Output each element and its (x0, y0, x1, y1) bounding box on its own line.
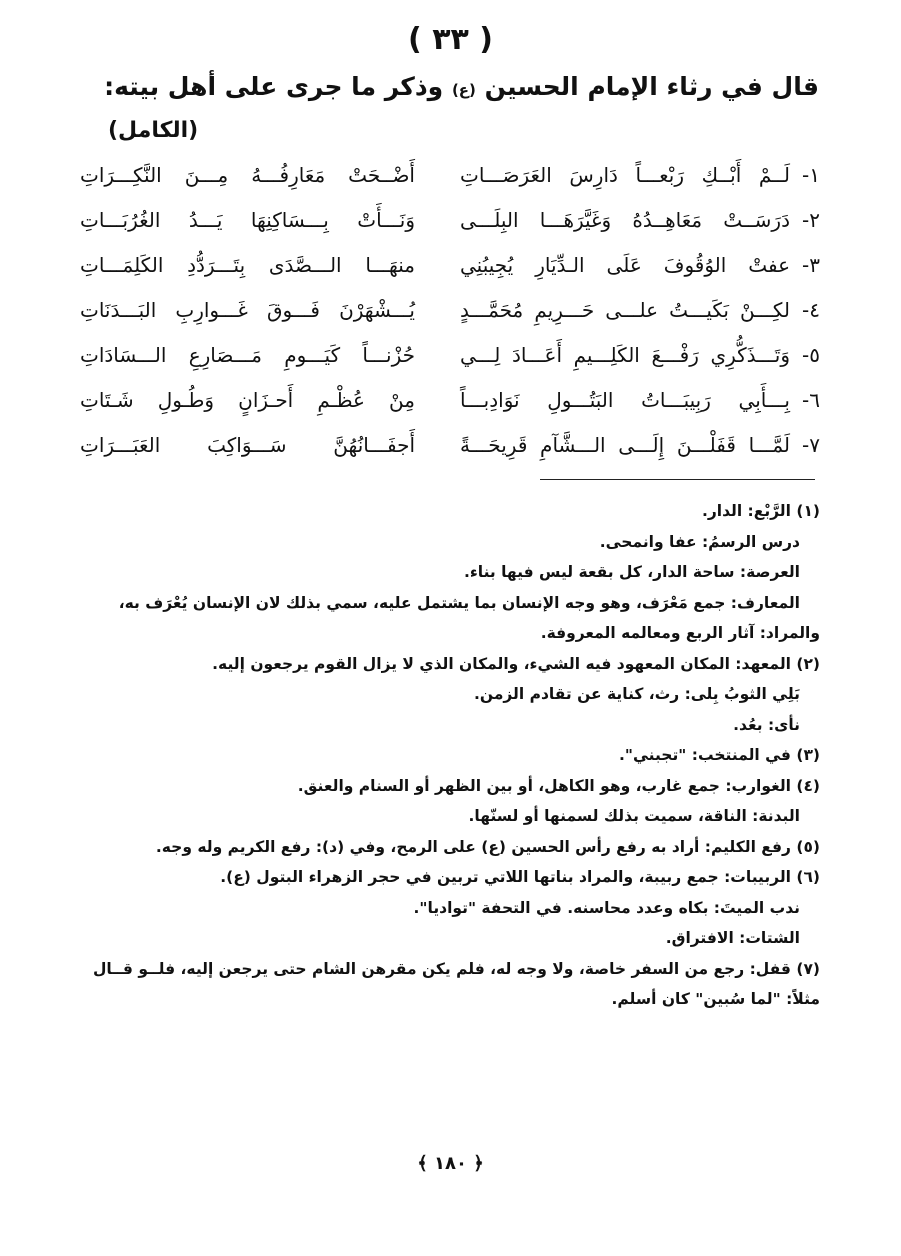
poem-title (60, 72, 819, 101)
footnote-line: العرصة: ساحة الدار، كل بقعة ليس فيها بناء. (463, 563, 800, 581)
verse-row (80, 155, 820, 200)
footnote-line: ندب الميتَ: بكاه وعدد محاسنه. في التحفة "تواديا". (413, 898, 800, 917)
footnote-line: نأى: بعُد. (733, 715, 800, 734)
page-number: ﴿ ١٨٠ ﴾ (417, 1153, 484, 1174)
poem-number: ( ٣٣ ) (408, 22, 493, 57)
verses-block (80, 155, 820, 470)
poem-title-part1: قال في رثاء الإمام الحسين (484, 72, 819, 101)
verse-row (80, 200, 820, 245)
verse-second-hemistich: حُزْنـــاً كَيَـــومِ مَـــصَارِعِ الـــسَادَاتِ (80, 343, 415, 367)
verse-number: ٧- (802, 433, 820, 457)
footnotes (75, 496, 820, 1015)
footnote-line: والمراد: آثار الربع ومعالمه المعروفة. (540, 624, 820, 642)
verse-second-hemistich: يُـــشْهَرْنَ فَـــوقَ غَـــوارِبِ البَـــدَنَاتِ (80, 298, 415, 322)
footnote-line: (٤) الغوارب: جمع غارب، وهو الكاهل، أو بين الظهر أو السنام والعنق. (297, 776, 820, 795)
verse-second-hemistich: وَنَـــأَتْ بِـــسَاكِنِهَا يَـــدُ الغُرُبَـــاتِ (80, 208, 415, 232)
verse-second-hemistich: منهَـــا الـــصَّدَى بِتَـــرَدُّدِ الكَلِمَـــاتِ (80, 253, 415, 277)
verse-number: ٤- (802, 298, 820, 322)
verse-row (80, 380, 820, 425)
poem-title-part2: وذكر ما جرى على أهل بيته: (104, 72, 444, 101)
verse-number: ٣- (802, 253, 820, 277)
verse-second-hemistich: أَجفَـــانُهُنَّ سَـــوَاكِبَ العَبَـــرَاتِ (80, 433, 415, 457)
footnote-line: المعارف: جمع مَعْرَف، وهو وجه الإنسان بما يشتمل عليه، سمي بذلك لان الإنسان يُعْرَف به، (118, 593, 800, 612)
verse-row (80, 425, 820, 470)
verse-number: ٢- (802, 208, 820, 232)
alaihi-abbrev: (ع) (451, 81, 476, 99)
verse-row (80, 290, 820, 335)
footnote-line: درس الرسمُ: عفا وانمحى. (599, 532, 800, 551)
verse-first-hemistich: عفتْ الوُقُوفَ عَلَى الـدِّيَارِ يُجِيبُنِي (460, 253, 790, 277)
verse-number: ٦- (802, 388, 820, 412)
verse-row (80, 245, 820, 290)
verse-second-hemistich: أَضْــحَتْ مَعَارِفُـــهُ مِـــنَ النَّكِـــرَاتِ (80, 163, 415, 187)
verse-number: ١- (802, 163, 820, 187)
verse-first-hemistich: لَمَّـــا قَفَلْـــنَ إِلَـــى الـــشَّآمِ قَرِيحَـــةً (460, 433, 790, 457)
footnote-line: بَلِي الثوبُ بِلى: رث، كناية عن تقادم الزمن. (473, 685, 800, 703)
footnote-separator (540, 479, 815, 480)
footnote-line: البدنة: الناقة، سميت بذلك لسمنها أو لسنّها. (468, 807, 800, 825)
verse-first-hemistich: لكِـــنْ بَكَيـــتُ علـــى حَـــرِيمِ مُحَمَّـــدٍ (460, 298, 790, 322)
verse-first-hemistich: لَــمْ أَبْــكِ رَبْعـــاً دَارِسَ العَرَصَـــاتِ (460, 163, 790, 187)
footnote-line: (٧) قفل: رجع من السفر خاصة، ولا وجه له، فلم يكن مقرهن الشام حتى يرجعن إليه، فلــو قــال (92, 959, 820, 978)
verse-first-hemistich: وَتَـــذَكُّرِي رَفْـــعَ الكَلِـــيمِ أَعَـــادَ لِـــي (460, 343, 790, 367)
footnote-line: (٦) الربيبات: جمع ربيبة، والمراد بناتها اللاتي تربين في حجر الزهراء البتول (ع). (220, 868, 820, 886)
poem-meter: (الكامل) (108, 118, 199, 143)
footnote-line: (٣) في المنتخب: "تجبني". (619, 746, 820, 764)
verse-number: ٥- (802, 343, 820, 367)
footnote-line: (١) الرَّبْع: الدار. (701, 502, 820, 520)
footnote-line: (٢) المعهد: المكان المعهود فيه الشيء، والمكان الذي لا يزال القوم يرجعون إليه. (212, 654, 820, 673)
verse-first-hemistich: دَرَسَــتْ مَعَاهِــدُهُ وَغَيَّرَهَـــا البِلَـــى (460, 208, 790, 232)
footnote-line: مثلاً: "لما سُبين" كان أسلم. (611, 990, 820, 1008)
verse-first-hemistich: بِـــأَبِي رَبِيبَـــاتُ البَتُـــولِ نَوَادِبـــاً (460, 388, 790, 412)
footnote-line: الشتات: الافتراق. (665, 929, 800, 947)
footnote-line: (٥) رفع الكليم: أراد به رفع رأس الحسين (ع) على الرمح، وفي (د): رفع الكريم وله وجه. (155, 837, 820, 856)
verse-row (80, 335, 820, 380)
verse-second-hemistich: مِنْ عُظْـمِ أَحـزَانٍ وَطُـولِ شَـتَاتِ (80, 388, 415, 412)
